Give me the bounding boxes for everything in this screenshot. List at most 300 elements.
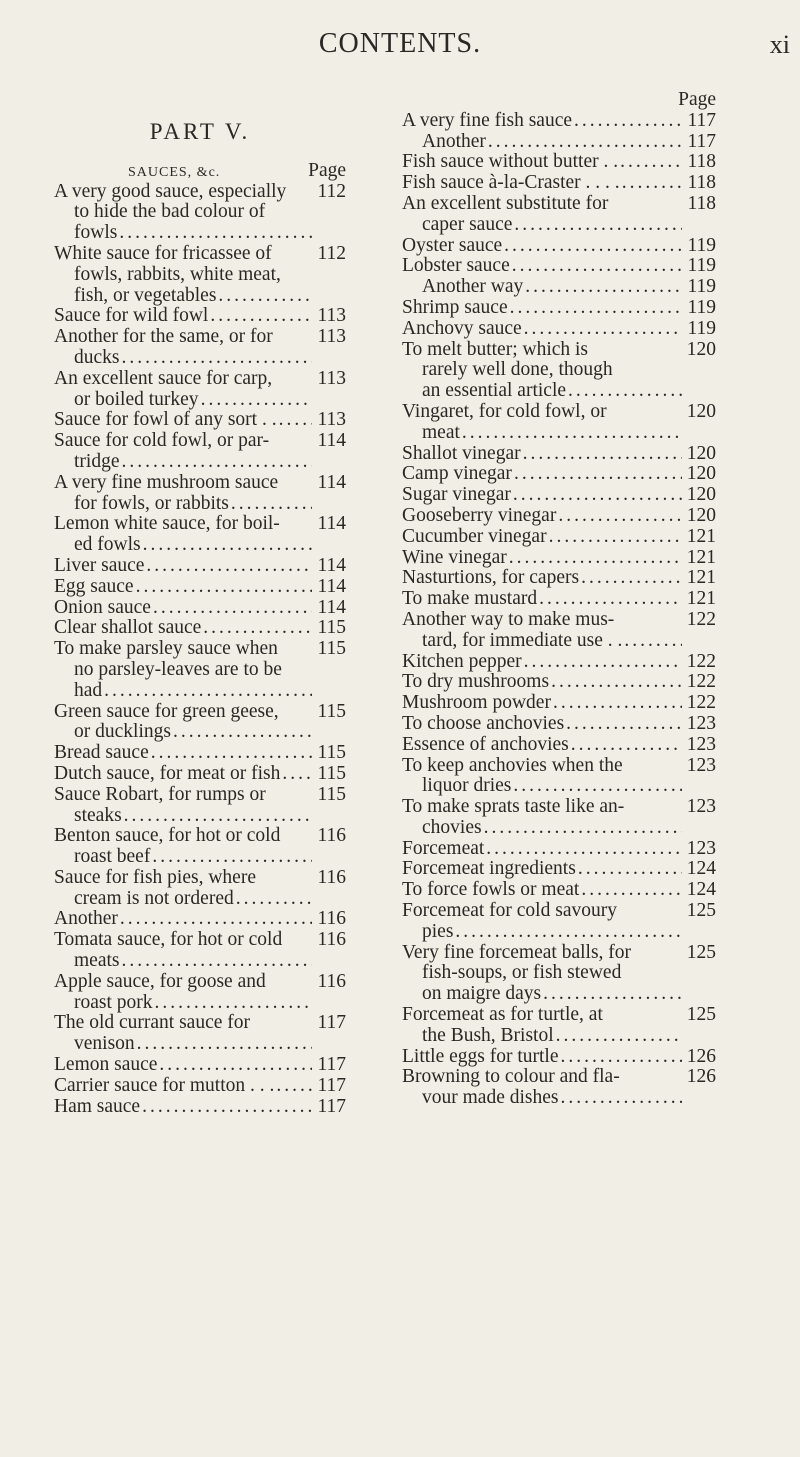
contents-entry: [402, 797, 716, 839]
dot-leader: [482, 818, 682, 839]
entry-page-number: 123: [686, 733, 716, 755]
contents-entry: [402, 277, 716, 298]
entry-page-number: 122: [686, 671, 716, 693]
dot-leader: [135, 1034, 312, 1055]
contents-entry: [54, 972, 346, 1014]
entry-title: [54, 327, 312, 369]
entry-page-number: 113: [317, 326, 346, 348]
entry-page-number: 123: [686, 754, 716, 776]
entry-title-line: Clear shallot sauce: [54, 618, 202, 639]
entry-title-line: Forcemeat as for turtle, at: [402, 1005, 603, 1026]
dot-leader: [569, 735, 682, 756]
contents-entry: [54, 182, 346, 244]
entry-title: [54, 618, 312, 639]
entry-page-number: 120: [686, 484, 716, 506]
entry-title-line: pies: [422, 921, 454, 942]
entry-page-number: 117: [687, 130, 716, 152]
entry-title-line: To choose anchovies: [402, 713, 565, 734]
entry-page-number: 125: [686, 1004, 716, 1026]
entry-title: [402, 464, 682, 485]
page-column-heading: Page: [308, 159, 346, 181]
entry-title-line: or ducklings: [74, 722, 171, 743]
entry-page-number: 115: [317, 638, 346, 660]
entry-title: [402, 506, 682, 527]
contents-entry: [402, 943, 716, 1005]
entry-title-line: or boiled turkey: [74, 389, 199, 410]
part-title: PART V.: [149, 119, 251, 144]
entry-page-number: 125: [686, 941, 716, 963]
dot-leader: [199, 390, 312, 411]
entry-title-line: an essential article: [422, 381, 567, 402]
dot-leader: [134, 577, 312, 598]
entry-page-number: 113: [317, 409, 346, 431]
entry-title-line: Dutch sauce, for meat or fish: [54, 763, 281, 784]
entry-title-line: Liver sauce: [54, 555, 145, 576]
dot-leader: [579, 568, 682, 589]
section-heading-row: [54, 161, 346, 182]
contents-entry: [402, 735, 716, 756]
entry-page-number: 120: [686, 338, 716, 360]
entry-title-line: fish-soups, or fish stewed: [422, 963, 622, 984]
contents-entry: [402, 568, 716, 589]
entry-page-number: 125: [686, 900, 716, 922]
entry-page-number: 124: [686, 879, 716, 901]
entry-title: [54, 909, 312, 930]
dot-leader: [566, 381, 682, 402]
entry-page-number: 114: [317, 430, 346, 452]
entry-page-number: 117: [687, 109, 716, 131]
entry-title-line: to hide the bad colour of: [74, 202, 266, 223]
contents-entry: [54, 598, 346, 619]
contents-entry: [54, 1076, 346, 1097]
entry-title-line: Lobster sauce: [402, 256, 510, 277]
dot-leader: [541, 984, 682, 1005]
entry-title-line: Another: [54, 909, 118, 930]
entry-page-number: 123: [686, 796, 716, 818]
entry-page-number: 117: [317, 1012, 346, 1034]
entry-title-line: on maigre days: [422, 984, 542, 1005]
entry-title: [54, 972, 312, 1014]
entry-title-line: tard, for immediate use . .: [422, 630, 623, 651]
dot-leader: [102, 681, 312, 702]
entry-title-line: the Bush, Bristol: [422, 1025, 554, 1046]
contents-entry: [54, 930, 346, 972]
entry-title-line: A very fine fish sauce: [402, 110, 573, 131]
entry-title-line: A very fine mushroom sauce: [54, 472, 279, 493]
entry-title-line: liquor dries: [422, 776, 512, 797]
entry-page-number: 120: [686, 400, 716, 422]
entry-title: [54, 639, 312, 701]
dot-leader: [554, 1026, 682, 1047]
entry-title-line: Sauce for fowl of any sort . .: [54, 410, 277, 431]
dot-leader: [522, 652, 682, 673]
contents-entry: [402, 402, 716, 444]
contents-right-column: [402, 90, 716, 1109]
contents-entry: [54, 1013, 346, 1055]
entry-page-number: 119: [687, 296, 716, 318]
entry-title-line: Nasturtions, for capers: [402, 568, 580, 589]
entry-title: [54, 182, 312, 244]
entry-title-line: To force fowls or meat: [402, 880, 580, 901]
dot-leader: [171, 722, 312, 743]
dot-leader: [512, 215, 682, 236]
contents-left-column: [54, 90, 346, 1117]
dot-leader: [507, 548, 682, 569]
contents-entry: [54, 743, 346, 764]
contents-entry: [402, 111, 716, 132]
entry-title-line: Forcemeat ingredients: [402, 859, 576, 880]
entry-title: [402, 1047, 682, 1068]
entry-title-line: cream is not ordered: [74, 888, 234, 909]
entry-title-line: A very good sauce, especially: [54, 181, 287, 202]
entry-title: [402, 652, 682, 673]
entry-page-number: 114: [317, 554, 346, 576]
entry-page-number: 118: [687, 172, 716, 194]
entry-title-line: Oyster sauce: [402, 235, 503, 256]
entry-page-number: 117: [317, 1074, 346, 1096]
entry-title: [402, 1005, 682, 1047]
entry-page-number: 114: [317, 575, 346, 597]
entry-title-line: tridge: [74, 451, 120, 472]
entry-title: [402, 194, 682, 236]
entry-title-line: An excellent substitute for: [402, 193, 609, 214]
entry-title-line: ed fowls: [74, 535, 141, 556]
entry-title-line: Apple sauce, for goose and: [54, 971, 266, 992]
entry-title-line: Ham sauce: [54, 1096, 141, 1117]
entry-title-line: Wine vinegar: [402, 547, 507, 568]
entry-title-line: Another way to make mus-: [402, 609, 615, 630]
entry-title-line: Forcemeat: [402, 838, 485, 859]
dot-leader: [522, 319, 682, 340]
contents-entry: [54, 764, 346, 785]
contents-entry: [402, 485, 716, 506]
entry-title: [402, 839, 682, 860]
entry-title-line: Another for the same, or for: [54, 327, 273, 348]
entry-title: [54, 868, 312, 910]
dot-leader: [547, 527, 682, 548]
dot-leader: [201, 618, 312, 639]
entry-title-line: roast beef: [74, 847, 151, 868]
dot-leader: [141, 535, 312, 556]
contents-entry: [402, 1067, 716, 1109]
contents-entry: [402, 194, 716, 236]
entry-title-line: Shallot vinegar: [402, 443, 521, 464]
entry-title: [54, 306, 312, 327]
entry-title-line: Fish sauce without butter . .: [402, 152, 619, 173]
dot-leader: [234, 889, 312, 910]
entry-title: [54, 514, 312, 556]
dot-leader: [229, 494, 312, 515]
entry-title: [402, 256, 682, 277]
entry-title: [402, 277, 682, 298]
dot-leader: [144, 556, 312, 577]
entry-title-line: meats: [74, 951, 120, 972]
entry-title-line: Browning to colour and fla-: [402, 1067, 620, 1088]
entry-title-line: had: [74, 680, 103, 701]
contents-entry: [54, 556, 346, 577]
contents-entry: [402, 527, 716, 548]
entry-page-number: 118: [687, 192, 716, 214]
entry-page-number: 116: [317, 866, 346, 888]
contents-entry: [54, 639, 346, 701]
dot-leader: [280, 764, 312, 785]
entry-title-line: Shrimp sauce: [402, 297, 508, 318]
dot-leader: [453, 922, 682, 943]
entry-page-number: 120: [686, 463, 716, 485]
entry-title: [402, 672, 682, 693]
entry-title: [402, 152, 682, 173]
dot-leader: [523, 277, 682, 298]
dot-leader: [620, 173, 682, 194]
contents-entry: [402, 548, 716, 569]
entry-title: [54, 473, 312, 515]
entry-page-number: 113: [317, 367, 346, 389]
entry-title-line: Forcemeat for cold savoury: [402, 901, 617, 922]
entry-title: [402, 298, 682, 319]
contents-entries: [402, 111, 716, 1109]
entry-page-number: 112: [317, 242, 346, 264]
dot-leader: [508, 298, 682, 319]
entry-title: [402, 610, 682, 652]
dot-leader: [622, 631, 682, 652]
entry-title: [402, 132, 682, 153]
entry-title-line: Vingaret, for cold fowl, or: [402, 401, 607, 422]
entry-title: [402, 527, 682, 548]
contents-entry: [54, 306, 346, 327]
dot-leader: [122, 806, 312, 827]
dot-leader: [502, 236, 682, 257]
entry-title-line: To make parsley sauce when: [54, 639, 278, 660]
contents-entry: [402, 589, 716, 610]
entry-title: [54, 244, 312, 306]
entry-title: [54, 743, 312, 764]
contents-entry: [402, 714, 716, 735]
entry-title: [402, 693, 682, 714]
entry-title: [54, 764, 312, 785]
entry-title-line: To melt butter; which is: [402, 339, 589, 360]
entry-title: [54, 577, 312, 598]
entry-page-number: 121: [686, 525, 716, 547]
entry-title-line: Gooseberry vinegar: [402, 505, 557, 526]
entry-title: [54, 785, 312, 827]
entry-title: [54, 930, 312, 972]
contents-entry: [54, 369, 346, 411]
entry-title-line: Another way: [422, 277, 524, 298]
contents-entry: [402, 859, 716, 880]
contents-entry: [402, 880, 716, 901]
dot-leader: [118, 909, 312, 930]
entry-title-line: Anchovy sauce: [402, 318, 522, 339]
dot-leader: [579, 880, 682, 901]
entry-page-number: 116: [317, 929, 346, 951]
contents-entry: [54, 618, 346, 639]
entry-title-line: An excellent sauce for carp,: [54, 368, 273, 389]
dot-leader: [149, 743, 312, 764]
dot-leader: [140, 1097, 312, 1118]
dot-leader: [117, 223, 312, 244]
entry-page-number: 115: [317, 742, 346, 764]
contents-entry: [54, 909, 346, 930]
entry-title: [54, 1013, 312, 1055]
entry-title-line: The old currant sauce for: [54, 1013, 250, 1034]
dot-leader: [157, 1055, 312, 1076]
entry-title-line: meat: [422, 422, 460, 443]
entry-page-number: 119: [687, 276, 716, 298]
dot-leader: [460, 423, 682, 444]
entry-title-line: venison: [74, 1034, 135, 1055]
entry-title-line: rarely well done, though: [422, 360, 613, 381]
entry-title: [402, 340, 682, 402]
entry-title: [402, 714, 682, 735]
entry-title-line: Cucumber vinegar: [402, 526, 547, 547]
entry-page-number: 121: [686, 567, 716, 589]
entry-title: [402, 943, 682, 1005]
dot-leader: [549, 672, 682, 693]
entry-page-number: 113: [317, 305, 346, 327]
entry-title-line: To keep anchovies when the: [402, 755, 623, 776]
entry-title: [402, 797, 682, 839]
entry-page-number: 114: [317, 596, 346, 618]
entry-page-number: 120: [686, 442, 716, 464]
entry-title: [54, 1076, 312, 1097]
entry-title: [402, 173, 682, 194]
section-title: SAUCES, &c.: [128, 164, 221, 180]
entry-title-line: Little eggs for turtle: [402, 1046, 559, 1067]
entry-title-line: Lemon white sauce, for boil-: [54, 514, 280, 535]
contents-entry: [402, 340, 716, 402]
entry-page-number: 120: [686, 504, 716, 526]
contents-entry: [402, 152, 716, 173]
entry-page-number: 117: [317, 1054, 346, 1076]
entry-page-number: 124: [686, 858, 716, 880]
contents-entry: [54, 244, 346, 306]
dot-leader: [521, 444, 682, 465]
contents-entry: [402, 319, 716, 340]
dot-leader: [558, 1088, 682, 1109]
dot-leader: [551, 693, 682, 714]
entry-page-number: 115: [317, 762, 346, 784]
entry-title-line: Sauce Robart, for rumps or: [54, 784, 266, 805]
entry-page-number: 122: [686, 608, 716, 630]
contents-entry: [402, 444, 716, 465]
entry-page-number: 115: [317, 783, 346, 805]
entry-page-number: 122: [686, 650, 716, 672]
dot-leader: [216, 286, 312, 307]
contents-entry: [54, 702, 346, 744]
entry-title-line: Onion sauce: [54, 597, 151, 618]
entry-title-line: Tomata sauce, for hot or cold: [54, 930, 283, 951]
contents-entry: [54, 327, 346, 369]
contents-entry: [402, 236, 716, 257]
entry-page-number: 118: [687, 151, 716, 173]
contents-entry: [54, 431, 346, 473]
dot-leader: [512, 464, 682, 485]
entry-title: [402, 111, 682, 132]
entry-title-line: Another: [422, 131, 486, 152]
page-number: xi: [769, 30, 790, 59]
entry-page-number: 126: [686, 1045, 716, 1067]
entry-title: [54, 702, 312, 744]
contents-entry: [402, 298, 716, 319]
contents-entry: [402, 610, 716, 652]
entry-title: [402, 319, 682, 340]
contents-entry: [402, 672, 716, 693]
contents-entry: [54, 473, 346, 515]
page-title: CONTENTS.: [318, 28, 482, 59]
contents-entry: [402, 506, 716, 527]
entry-title: [54, 556, 312, 577]
entry-title: [402, 485, 682, 506]
running-head: [0, 28, 800, 68]
entry-title-line: Sugar vinegar: [402, 485, 511, 506]
dot-leader: [510, 256, 682, 277]
entry-title: [402, 1067, 682, 1109]
entry-page-number: 116: [317, 908, 346, 930]
entry-title: [402, 568, 682, 589]
entry-title-line: White sauce for fricassee of: [54, 243, 272, 264]
contents-entry: [402, 464, 716, 485]
entry-title-line: Lemon sauce: [54, 1055, 158, 1076]
contents-entry: [402, 173, 716, 194]
entry-title: [54, 826, 312, 868]
entry-title: [54, 431, 312, 473]
contents-entry: [402, 256, 716, 277]
page-column-heading: Page: [678, 89, 716, 110]
dot-leader: [119, 951, 312, 972]
entry-page-number: 121: [686, 588, 716, 610]
entry-title-line: Fish sauce à-la-Craster . . . .: [402, 173, 620, 194]
entry-title-line: fowls: [74, 223, 118, 244]
entry-title-line: Camp vinegar: [402, 464, 512, 485]
entry-page-number: 123: [686, 837, 716, 859]
entry-title: [402, 735, 682, 756]
entry-page-number: 117: [317, 1095, 346, 1117]
dot-leader: [556, 506, 682, 527]
entry-title-line: for fowls, or rabbits: [74, 493, 229, 514]
contents-entry: [402, 1005, 716, 1047]
entry-title: [54, 598, 312, 619]
dot-leader: [486, 132, 682, 153]
dot-leader: [274, 1076, 312, 1097]
entry-title: [54, 1097, 312, 1118]
dot-leader: [277, 410, 312, 431]
entry-title: [402, 880, 682, 901]
contents-entry: [402, 1047, 716, 1068]
dot-leader: [559, 1047, 683, 1068]
entry-title-line: Sauce for wild fowl: [54, 306, 209, 327]
contents-entries: [54, 182, 346, 1118]
entry-page-number: 119: [687, 317, 716, 339]
entry-title-line: no parsley-leaves are to be: [74, 659, 282, 680]
entry-title-line: To make sprats taste like an-: [402, 797, 625, 818]
entry-page-number: 122: [686, 692, 716, 714]
dot-leader: [120, 348, 313, 369]
entry-page-number: 115: [317, 617, 346, 639]
entry-title-line: Green sauce for green geese,: [54, 701, 279, 722]
contents-entry: [54, 1097, 346, 1118]
entry-page-number: 119: [687, 255, 716, 277]
dot-leader: [153, 993, 312, 1014]
entry-title-line: caper sauce: [422, 214, 513, 235]
entry-title-line: To dry mushrooms: [402, 672, 550, 693]
dot-leader: [537, 589, 682, 610]
entry-title: [402, 402, 682, 444]
entry-title: [402, 444, 682, 465]
entry-title: [54, 369, 312, 411]
entry-title: [402, 756, 682, 798]
entry-title-line: Very fine forcemeat balls, for: [402, 942, 632, 963]
entry-title: [402, 589, 682, 610]
